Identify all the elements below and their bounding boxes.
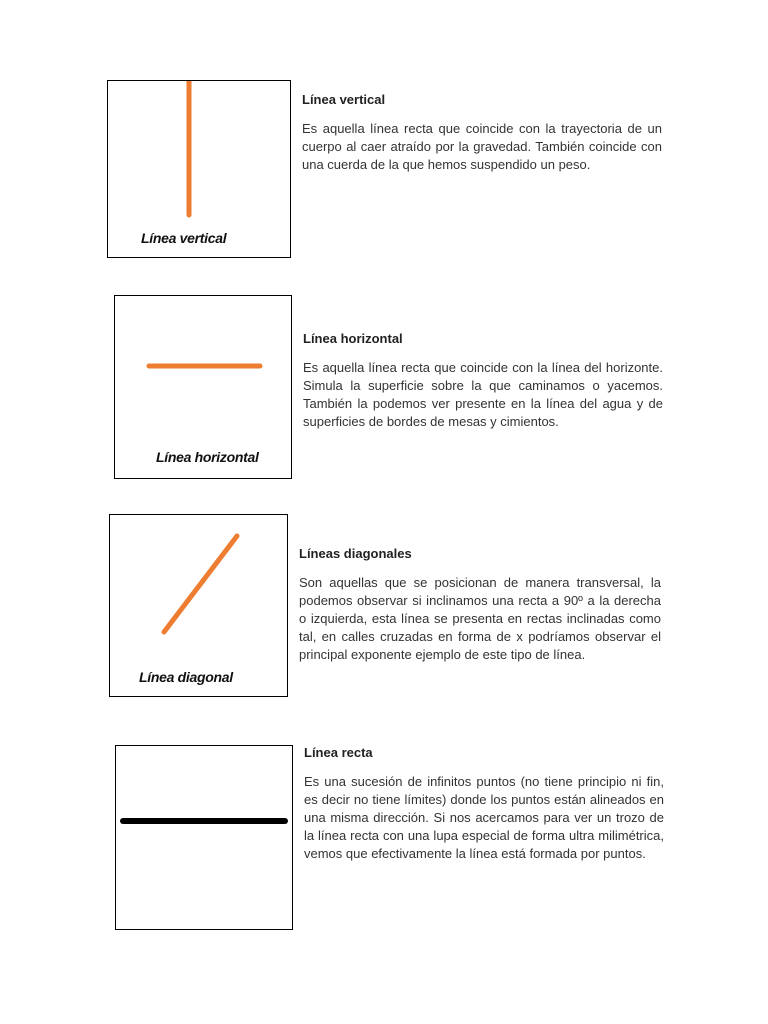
horizontal-line-text: [303, 331, 663, 431]
diagonal-line-text: [299, 546, 661, 664]
horizontal-line-description: Es aquella línea recta que coincide con la línea del horizonte. Simula la superficie sobre la que caminamos o yacemos. También la podemos ver presente en la línea del agua y de superficies de bordes de mesas y cimientos.: [303, 360, 663, 429]
diagonal-line-caption: Línea diagonal: [139, 669, 233, 685]
horizontal-line-title: Línea horizontal: [303, 331, 403, 346]
straight-line-description: Es una sucesión de infinitos puntos (no tiene principio ni fin, es decir no tiene límites) donde los puntos están alineados en una misma dirección. Si nos acercamos para ver un trozo de la línea recta con una lupa especial de forma ultra milimétrica, vemos que efectivamente la línea está formada por puntos.: [304, 774, 664, 861]
diagonal-line-title: Líneas diagonales: [299, 546, 412, 561]
vertical-line-title: Línea vertical: [302, 92, 386, 107]
vertical-line-text: [302, 92, 662, 174]
horizontal-line-figure: [114, 295, 292, 479]
diagonal-line-figure: [109, 514, 288, 697]
vertical-line-figure: [107, 80, 291, 258]
vertical-line-description: Es aquella línea recta que coincide con la trayectoria de un cuerpo al caer atraído por la gravedad. También coincide con una cuerda de la que hemos suspendido un peso.: [302, 121, 662, 172]
vertical-line-caption: Línea vertical: [141, 230, 227, 246]
straight-line-figure: [115, 745, 293, 930]
diagonal-line-description: Son aquellas que se posicionan de manera transversal, la podemos observar si inclinamos una recta a 90º a la derecha o izquierda, esta línea se presenta en rectas inclinadas como tal, en calles cruzadas en forma de x podríamos observar el principal exponente ejemplo de este tipo de línea.: [299, 575, 661, 662]
straight-line-text: [304, 745, 664, 863]
straight-line-title: Línea recta: [304, 745, 373, 760]
horizontal-line-caption: Línea horizontal: [156, 449, 259, 465]
straight-line-illustration: [116, 746, 294, 931]
